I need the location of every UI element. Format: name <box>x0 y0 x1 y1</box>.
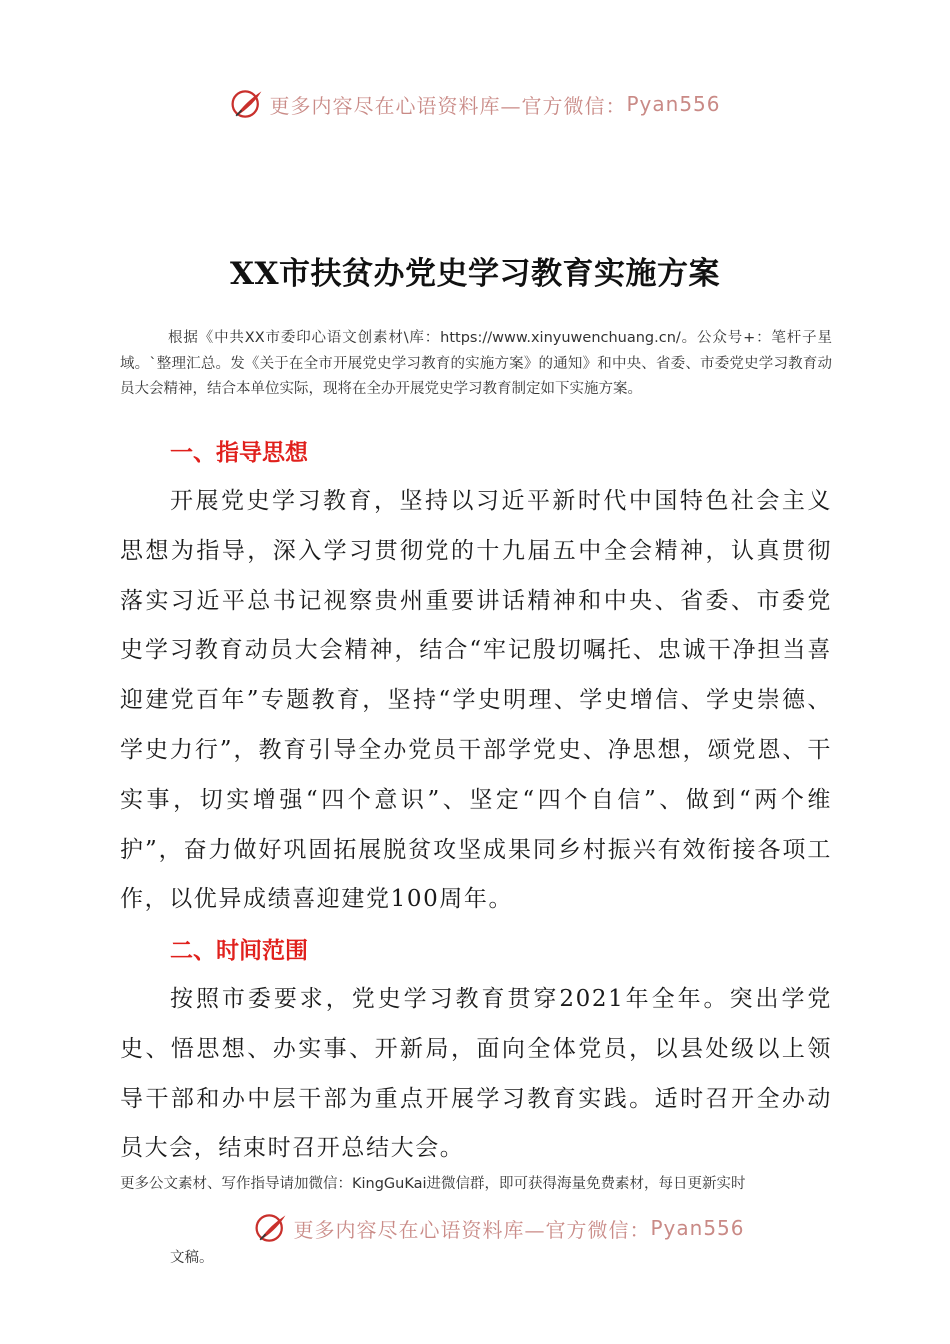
banner-text: 更多内容尽在心语资料库—官方微信： <box>269 93 627 118</box>
banner-text: 更多内容尽在心语资料库—官方微信： <box>293 1217 651 1242</box>
footer-note-tail: 文稿。 <box>170 1250 214 1266</box>
document-title: XX市扶贫办党史学习教育实施方案 <box>229 256 721 292</box>
footer-note: 更多公文素材、写作指导请加微信：KingGuKai进微信群，即可获得海量免费素材，每日更新实时 <box>120 1176 746 1192</box>
banner-wechat-id: Pyan556 <box>626 92 721 116</box>
section-heading-time-range: 二、时间范围 <box>170 938 308 964</box>
footer-watermark-banner <box>24 1208 950 1248</box>
intro-paragraph: 根据《中共XX市委印心语文创素材\库：https://www.xinyuwenchuang.cn/。公众号+：笔杆子星域。`整理汇总。发《关于在全市开展党史学习教育的实施方案》的通知》和中央、省委、市委党史学习教育动员大会精神，结合本单位实际，现将在全办开展党史学习教育制定如下实施方案。 <box>120 330 832 397</box>
section-body-time-range: 按照市委要求，党史学习教育贯穿2021年全年。突出学党史、悟思想、办实事、开新局，面向全体党员，以县处级以上领导干部和办中层干部为重点开展学习教育实践。适时召开全办动员大会，结束时召开总结大会。 <box>120 986 832 1162</box>
section-heading-guiding-thought: 一、指导思想 <box>170 440 308 466</box>
quill-logo-icon <box>229 86 265 122</box>
section-body-guiding-thought: 开展党史学习教育，坚持以习近平新时代中国特色社会主义思想为指导，深入学习贯彻党的十九届五中全会精神，认真贯彻落实习近平总书记视察贵州重要讲话精神和中央、省委、市委党史学习教育动员大会精神，结合“牢记殷切嘱托、忠诚干净担当喜迎建党百年”专题教育，坚持“学史明理、学史增信、学史崇德、学史力行”，教育引导全办党员干部学党史、净思想，颂党恩、干实事，切实增强“四个意识”、坚定“四个自信”、做到“两个维护”，奋力做好巩固拓展脱贫攻坚成果同乡村振兴有效衔接各项工作，以优异成绩喜迎建党100周年。 <box>120 488 832 913</box>
quill-logo-icon <box>253 1210 289 1246</box>
banner-wechat-id: Pyan556 <box>650 1216 745 1240</box>
header-watermark-banner <box>0 84 950 124</box>
